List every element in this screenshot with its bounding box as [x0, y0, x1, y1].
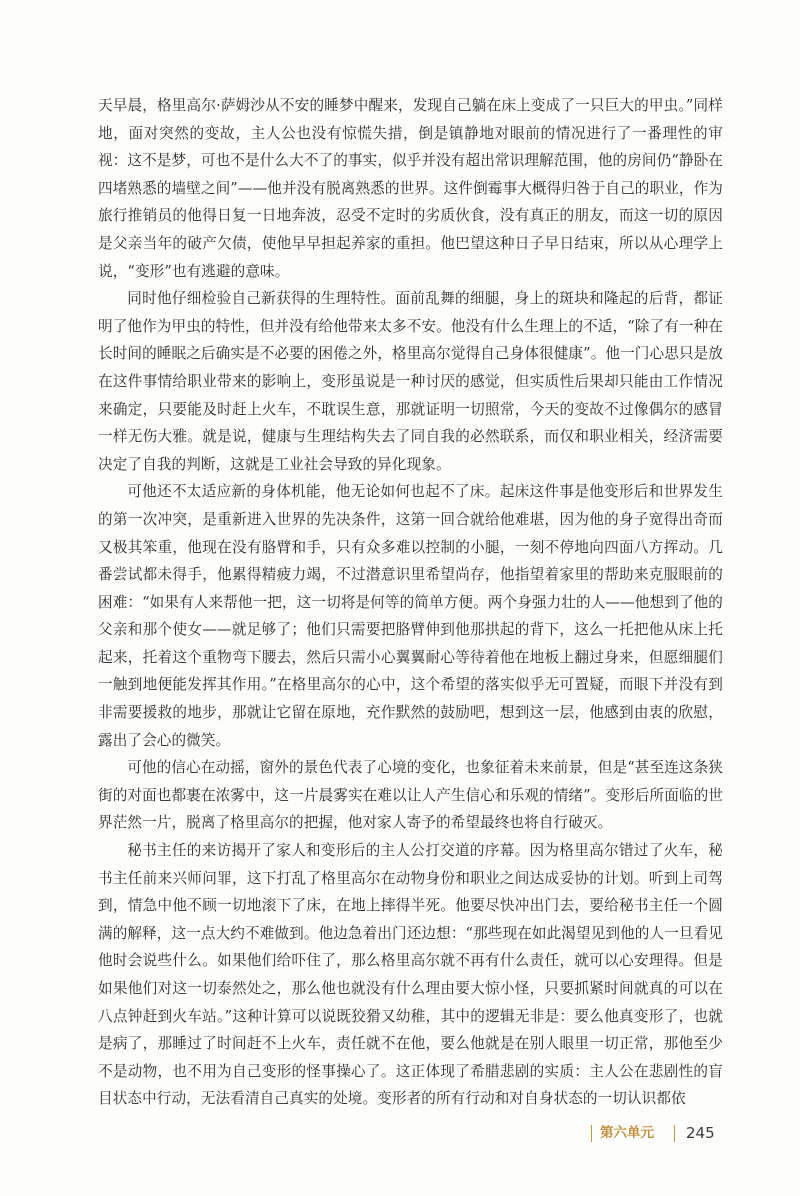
unit-label: 第六单元 [600, 1125, 654, 1141]
paragraph-4: 可他的信心在动摇，窗外的景色代表了心境的变化，也象征着未来前景，但是“甚至连这条狭街的对面也都裹在浓雾中，这一片晨雾实在难以让人产生信心和乐观的情绪”。变形后所面临的世界茫然一片，脱离了格里高尔的把握，他对家人寄予的希望最终也将自行破灭。 [98, 759, 723, 832]
page-number: 245 [686, 1124, 715, 1142]
page-body [98, 92, 723, 1113]
paragraph-1: 天早晨，格里高尔·萨姆沙从不安的睡梦中醒来，发现自己躺在床上变成了一只巨大的甲虫。”同样地，面对突然的变故，主人公也没有惊慌失措，倒是镇静地对眼前的情况进行了一番理性的审视：这不是梦，可也不是什么大不了的事实，似乎并没有超出常识理解范围，他的房间仍“静卧在四堵熟悉的墙壁之间”——他并没有脱离熟悉的世界。这件倒霉事大概得归咎于自己的职业，作为旅行推销员的他得日复一日地奔波，忍受不定时的劣质伙食，没有真正的朋友，而这一切的原因是父亲当年的破产欠债，使他早早担起养家的重担。他巴望这种日子早日结束，所以从心理学上说，“变形”也有逃避的意味。 [98, 97, 723, 280]
paragraph-2: 同时他仔细检验自己新获得的生理特性。面前乱舞的细腿，身上的斑块和隆起的后背，都证明了他作为甲虫的特性，但并没有给他带来太多不安。他没有什么生理上的不适，“除了有一种在长时间的睡眠之后确实是不必要的困倦之外，格里高尔觉得自己身体很健康”。他一门心思只是放在这件事情给职业带来的影响上，变形虽说是一种讨厌的感觉，但实质性后果却只能由工作情况来确定，只要能及时赶上火车，不耽误生意，那就证明一切照常，今天的变故不过像偶尔的感冒一样无伤大雅。就是说，健康与生理结构失去了同自我的必然联系，而仅和职业相关，经济需要决定了自我的判断，这就是工业社会导致的异化现象。 [98, 290, 723, 473]
paragraph-5: 秘书主任的来访揭开了家人和变形后的主人公打交道的序幕。因为格里高尔错过了火车，秘书主任前来兴师问罪，这下打乱了格里高尔在动物身份和职业之间达成妥协的计划。听到上司驾到，情急中他不顾一切地滚下了床，在地上摔得半死。他要尽快冲出门去，要给秘书主任一个圆满的解释，这一点大约不难做到。他边急着出门还边想：“那些现在如此渴望见到他的人一旦看见他时会说些什么。如果他们给吓住了，那么格里高尔就不再有什么责任，就可以心安理得。但是如果他们对这一切泰然处之，那么他也就没有什么理由要大惊小怪，只要抓紧时间就真的可以在八点钟赶到火车站。”这种计算可以说既狡猾又幼稚，其中的逻辑无非是：要么他真变形了，也就是病了，那睡过了时间赶不上火车，责任就不在他，要么他就是在别人眼里一切正常，那他至少不是动物，也不用为自己变形的怪事操心了。这正体现了希腊悲剧的实质：主人公在悲剧性的盲目状态中行动，无法看清自己真实的处境。变形者的所有行动和对自身状态的一切认识都依 [98, 842, 723, 1108]
page-footer [0, 1122, 800, 1152]
paragraph-3: 可他还不太适应新的身体机能，他无论如何也起不了床。起床这件事是他变形后和世界发生的第一次冲突，是重新进入世界的先决条件，这第一回合就给他难堪，因为他的身子宽得出奇而又极其笨重，他现在没有胳臂和手，只有众多难以控制的小腿，一刻不停地向四面八方挥动。几番尝试都未得手，他累得精疲力竭，不过潜意识里希望尚存，他指望着家里的帮助来克服眼前的困难：“如果有人来帮他一把，这一切将是何等的简单方便。两个身强力壮的人——他想到了他的父亲和那个使女——就足够了；他们只需要把胳臂伸到他那拱起的背下，这么一托把他从床上托起来，托着这个重物弯下腰去，然后只需小心翼翼耐心等待着他在地板上翻过身来，但愿细腿们一触到地便能发挥其作用。”在格里高尔的心中，这个希望的落实似乎无可置疑，而眼下并没有到非需要援救的地步，那就让它留在原地，充作默然的鼓励吧，想到这一层，他感到由衷的欣慰，露出了会心的微笑。 [98, 483, 723, 749]
footer-divider-right [674, 1125, 675, 1142]
footer-divider-left [591, 1125, 592, 1142]
